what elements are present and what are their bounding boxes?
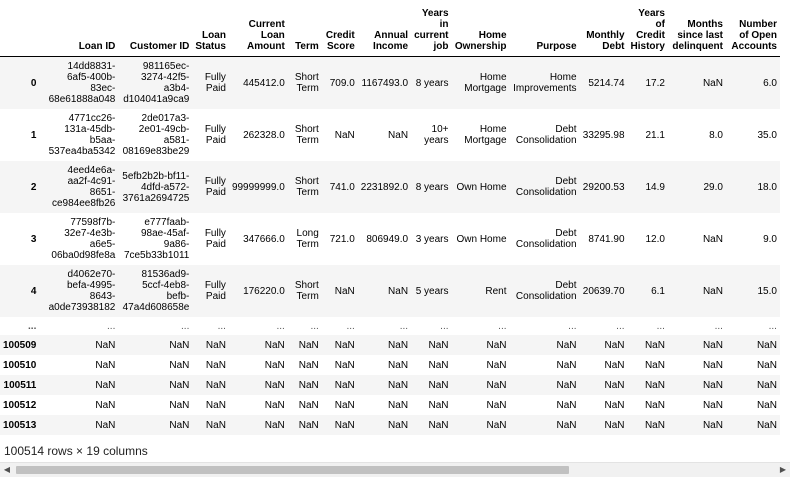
table-cell: ... xyxy=(276,320,285,332)
table-cell: NaN xyxy=(169,399,190,411)
table-row xyxy=(0,375,780,395)
table-cell: NaN xyxy=(334,129,355,141)
table-cell: NaN xyxy=(388,339,409,351)
table-cell: NaN xyxy=(264,419,285,431)
table-cell: 29200.53 xyxy=(582,181,625,193)
table-cell: NaN xyxy=(205,419,226,431)
table-cell: NaN xyxy=(486,359,507,371)
table-cell: 2de017a3-2e01-49cb-a581-08169e83be29 xyxy=(122,113,190,157)
column-header: Years in current job xyxy=(411,0,451,57)
table-cell: Fully Paid xyxy=(204,72,226,94)
table-cell: 445412.0 xyxy=(243,77,285,89)
row-index: 100513 xyxy=(3,419,37,431)
table-cell: NaN xyxy=(756,399,777,411)
table-cell: NaN xyxy=(95,379,116,391)
table-cell: NaN xyxy=(428,359,449,371)
table-cell: NaN xyxy=(702,379,723,391)
table-cell: NaN xyxy=(388,285,409,297)
column-header: Credit Score xyxy=(322,0,358,57)
row-index: 4 xyxy=(30,285,37,297)
table-cell: NaN xyxy=(756,339,777,351)
table-cell: NaN xyxy=(388,379,409,391)
table-cell: NaN xyxy=(334,379,355,391)
table-cell: NaN xyxy=(556,339,577,351)
table-cell: 12.0 xyxy=(645,233,665,245)
table-cell: NaN xyxy=(486,419,507,431)
column-header: Customer ID xyxy=(118,0,192,57)
table-cell: Own Home xyxy=(456,233,507,245)
table-cell: NaN xyxy=(388,359,409,371)
table-cell: NaN xyxy=(334,399,355,411)
table-cell: NaN xyxy=(298,379,319,391)
table-cell: Home Improvements xyxy=(513,72,577,94)
table-cell: ... xyxy=(217,320,226,332)
column-header: Loan ID xyxy=(44,0,118,57)
table-cell: NaN xyxy=(169,379,190,391)
table-cell: NaN xyxy=(298,419,319,431)
table-row xyxy=(0,355,780,375)
table-cell: Rent xyxy=(485,285,507,297)
table-cell: Debt Consolidation xyxy=(515,124,577,146)
table-cell: NaN xyxy=(604,359,625,371)
table-cell: NaN xyxy=(556,399,577,411)
table-cell: Debt Consolidation xyxy=(515,176,577,198)
table-cell: NaN xyxy=(205,379,226,391)
table-cell: ... xyxy=(440,320,449,332)
table-row xyxy=(0,415,780,435)
table-body xyxy=(0,57,780,436)
index-header xyxy=(0,0,44,57)
table-cell: 347666.0 xyxy=(243,233,285,245)
table-cell: 4771cc26-131a-45db-b5aa-537ea4ba5342 xyxy=(48,113,116,157)
table-cell: ... xyxy=(714,320,723,332)
table-cell: NaN xyxy=(95,359,116,371)
table-cell: NaN xyxy=(95,399,116,411)
table-cell: 35.0 xyxy=(757,129,777,141)
table-cell: 14.9 xyxy=(645,181,665,193)
table-cell: NaN xyxy=(388,399,409,411)
scrollbar-thumb[interactable] xyxy=(16,466,569,474)
table-cell: Long Term xyxy=(296,228,319,250)
scroll-right-arrow-icon[interactable]: ▶ xyxy=(779,465,787,474)
table-cell: 10+ years xyxy=(424,124,449,146)
column-header: Months since last delinquent xyxy=(668,0,726,57)
table-row xyxy=(0,213,780,265)
table-cell: NaN xyxy=(604,419,625,431)
table-cell: Home Mortgage xyxy=(464,72,507,94)
table-row xyxy=(0,335,780,355)
table-row xyxy=(0,109,780,161)
table-cell: 741.0 xyxy=(329,181,355,193)
table-cell: NaN xyxy=(556,359,577,371)
row-index: 2 xyxy=(30,181,37,193)
table-cell: ... xyxy=(498,320,507,332)
table-cell: 8 years xyxy=(415,77,449,89)
table-cell: 33295.98 xyxy=(582,129,625,141)
table-cell: NaN xyxy=(169,419,190,431)
table-cell: NaN xyxy=(428,419,449,431)
table-cell: NaN xyxy=(486,339,507,351)
table-cell: Short Term xyxy=(294,124,319,146)
table-cell: NaN xyxy=(169,359,190,371)
table-cell: 176220.0 xyxy=(243,285,285,297)
table-cell: NaN xyxy=(388,419,409,431)
table-cell: NaN xyxy=(702,285,723,297)
table-cell: NaN xyxy=(169,339,190,351)
table-cell: NaN xyxy=(702,399,723,411)
table-cell: NaN xyxy=(756,359,777,371)
table-cell: NaN xyxy=(556,419,577,431)
row-index: 100512 xyxy=(3,399,37,411)
table-cell: 81536ad9-5ccf-4eb8-befb-47a4d608658e xyxy=(122,269,190,313)
table-cell: ... xyxy=(107,320,116,332)
table-cell: NaN xyxy=(702,339,723,351)
table-cell: NaN xyxy=(334,339,355,351)
table-row xyxy=(0,57,780,110)
column-header: Years of Credit History xyxy=(628,0,668,57)
table-cell: NaN xyxy=(334,419,355,431)
table-cell: Fully Paid xyxy=(204,280,226,302)
table-cell: 14dd8831-6af5-400b-83ec-68e61888a048 xyxy=(48,61,116,105)
table-cell: NaN xyxy=(702,419,723,431)
table-cell: Short Term xyxy=(294,280,319,302)
header-row xyxy=(0,0,780,57)
table-cell: 5efb2b2b-bf11-4dfd-a572-3761a2694725 xyxy=(122,170,190,204)
table-cell: NaN xyxy=(298,359,319,371)
table-cell: 6.1 xyxy=(651,285,665,297)
table-cell: Fully Paid xyxy=(204,124,226,146)
row-index: 100509 xyxy=(3,339,37,351)
shape-summary: 100514 rows × 19 columns xyxy=(4,444,148,458)
table-cell: 9.0 xyxy=(763,233,777,245)
table-cell: 8 years xyxy=(415,181,449,193)
table-cell: NaN xyxy=(264,359,285,371)
table-cell: NaN xyxy=(205,339,226,351)
table-cell: 20639.70 xyxy=(582,285,625,297)
table-cell: NaN xyxy=(298,399,319,411)
table-cell: Debt Consolidation xyxy=(515,228,577,250)
table-cell: NaN xyxy=(264,379,285,391)
table-cell: Home Mortgage xyxy=(464,124,507,146)
table-cell: NaN xyxy=(428,339,449,351)
table-cell: NaN xyxy=(95,419,116,431)
table-cell: ... xyxy=(399,320,409,332)
table-cell: NaN xyxy=(644,359,665,371)
table-cell: ... xyxy=(346,320,355,332)
table-cell: 8741.90 xyxy=(588,233,625,245)
table-cell: NaN xyxy=(644,399,665,411)
table-cell: 981165ec-3274-42f5-a3b4-d104041a9ca9 xyxy=(123,61,190,105)
table-cell: 15.0 xyxy=(757,285,777,297)
column-header: Loan Status xyxy=(192,0,229,57)
column-header: Monthly Debt xyxy=(580,0,628,57)
table-cell: NaN xyxy=(756,419,777,431)
row-index: 100511 xyxy=(3,379,37,391)
table-cell: 1167493.0 xyxy=(361,77,409,89)
table-cell: 262328.0 xyxy=(243,129,285,141)
table-cell: NaN xyxy=(205,359,226,371)
table-cell: d4062e70-befa-4995-8643-a0de73938182 xyxy=(48,269,116,313)
table-cell: 5214.74 xyxy=(588,77,625,89)
table-cell: 18.0 xyxy=(757,181,777,193)
table-cell: NaN xyxy=(264,339,285,351)
table-cell: NaN xyxy=(604,399,625,411)
table-cell: 4eed4e6a-aa2f-4c91-8651-ce984ee8fb26 xyxy=(51,165,116,209)
table-cell: 721.0 xyxy=(329,233,355,245)
ellipsis-row xyxy=(0,317,780,335)
table-cell: NaN xyxy=(644,379,665,391)
table-cell: NaN xyxy=(604,379,625,391)
table-cell: 2231892.0 xyxy=(360,181,409,193)
scroll-left-arrow-icon[interactable]: ◀ xyxy=(3,465,11,474)
table-cell: Short Term xyxy=(294,72,319,94)
row-index: ... xyxy=(28,320,37,332)
table-cell: 709.0 xyxy=(329,77,355,89)
table-cell: NaN xyxy=(644,339,665,351)
table-cell: 806949.0 xyxy=(366,233,409,245)
table-cell: 8.0 xyxy=(709,129,723,141)
table-cell: NaN xyxy=(702,359,723,371)
table-row xyxy=(0,395,780,415)
table-cell: NaN xyxy=(334,285,355,297)
table-cell: ... xyxy=(656,320,665,332)
table-cell: NaN xyxy=(95,339,116,351)
table-cell: 29.0 xyxy=(703,181,723,193)
table-cell: 5 years xyxy=(415,285,449,297)
horizontal-scrollbar[interactable] xyxy=(0,462,790,477)
table-cell: NaN xyxy=(756,379,777,391)
column-header: Purpose xyxy=(510,0,580,57)
table-cell: NaN xyxy=(604,339,625,351)
table-cell: ... xyxy=(768,320,777,332)
table-cell: NaN xyxy=(428,379,449,391)
table-cell: ... xyxy=(181,320,190,332)
table-cell: Fully Paid xyxy=(204,176,226,198)
table-cell: 17.2 xyxy=(645,77,665,89)
table-cell: 6.0 xyxy=(763,77,777,89)
table-cell: 21.1 xyxy=(645,129,665,141)
table-cell: Short Term xyxy=(294,176,319,198)
column-header: Term xyxy=(288,0,322,57)
table-cell: 77598f7b-32e7-4e3b-a6e5-06ba0d98fe8a xyxy=(51,217,116,261)
table-cell: NaN xyxy=(334,359,355,371)
table-cell: ... xyxy=(568,320,577,332)
table-row xyxy=(0,161,780,213)
table-cell: NaN xyxy=(702,77,723,89)
table-cell: NaN xyxy=(428,399,449,411)
row-index: 0 xyxy=(30,77,37,89)
table-cell: NaN xyxy=(388,129,409,141)
table-cell: NaN xyxy=(264,399,285,411)
table-cell: NaN xyxy=(486,379,507,391)
column-header: Current Loan Amount xyxy=(229,0,288,57)
table-cell: ... xyxy=(616,320,625,332)
row-index: 1 xyxy=(30,129,37,141)
column-header: Number of Open Accounts xyxy=(726,0,780,57)
table-cell: NaN xyxy=(556,379,577,391)
table-cell: NaN xyxy=(205,399,226,411)
table-cell: Own Home xyxy=(456,181,507,193)
table-row xyxy=(0,265,780,317)
table-cell: e777faab-98ae-45af-9a86-7ce5b33b1011 xyxy=(123,217,190,261)
column-header: Annual Income xyxy=(358,0,411,57)
row-index: 3 xyxy=(30,233,37,245)
table-cell: NaN xyxy=(298,339,319,351)
table-cell: 3 years xyxy=(415,233,449,245)
column-header: Home Ownership xyxy=(452,0,510,57)
table-cell: NaN xyxy=(486,399,507,411)
table-cell: Debt Consolidation xyxy=(515,280,577,302)
row-index: 100510 xyxy=(3,359,37,371)
table-cell: NaN xyxy=(644,419,665,431)
table-cell: Fully Paid xyxy=(204,228,226,250)
table-cell: 99999999.0 xyxy=(231,181,285,193)
table-cell: NaN xyxy=(702,233,723,245)
table-cell: ... xyxy=(310,320,319,332)
